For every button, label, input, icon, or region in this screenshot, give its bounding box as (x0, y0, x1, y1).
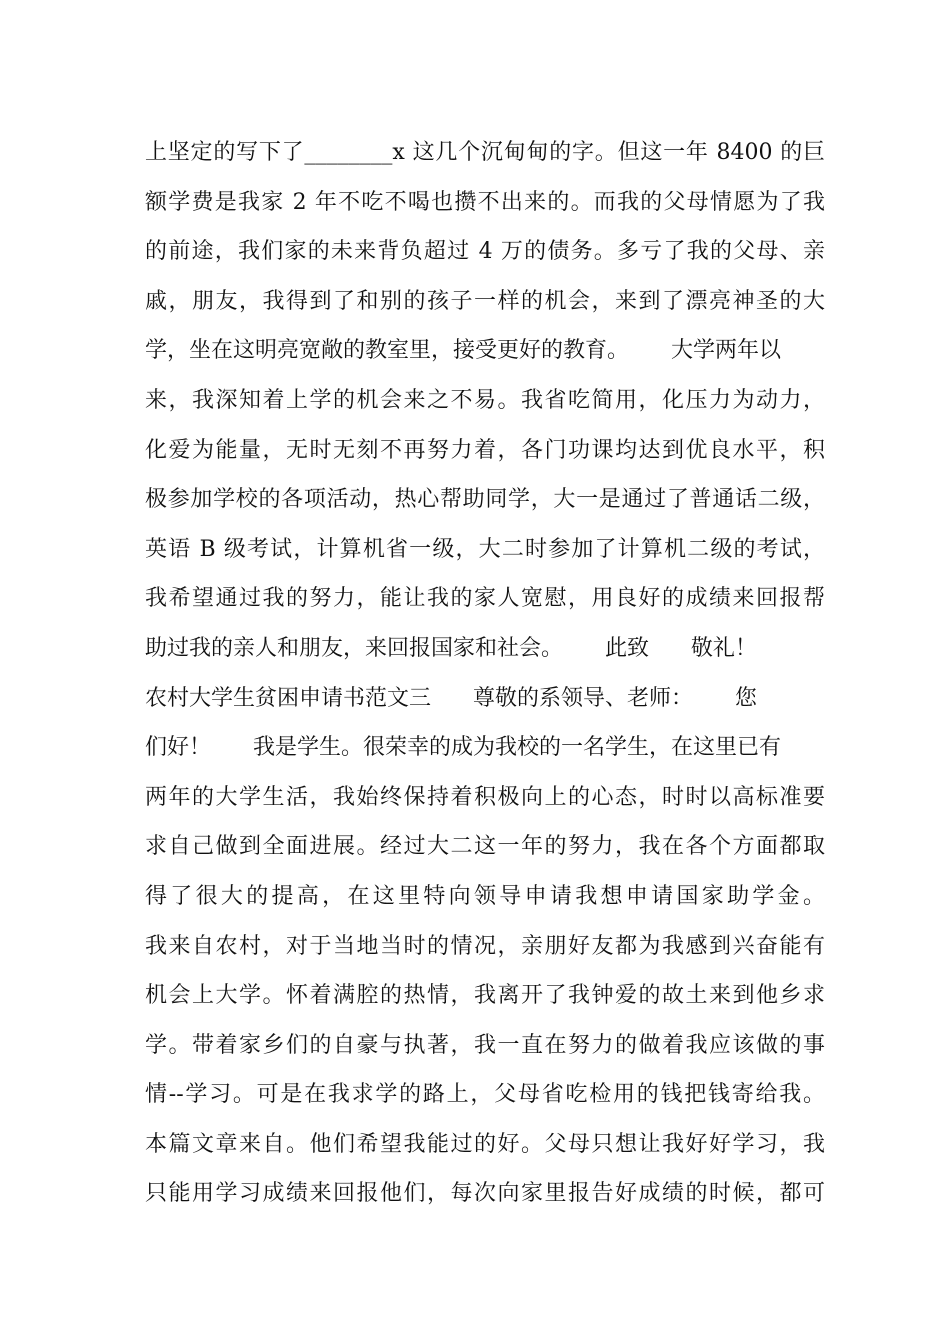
text-line: 情--学习。可是在我求学的路上，父母省吃检用的钱把钱寄给我。 (145, 1082, 825, 1108)
text-line: 们好！ 我是学生。很荣幸的成为我校的一名学生，在这里已有 (145, 735, 781, 761)
text-line: 两年的大学生活，我始终保持着积极向上的心态，时时以高标准要 (145, 784, 825, 810)
text-line: 上坚定的写下了________x 这几个沉甸甸的字。但这一年 8400 的巨 (145, 140, 825, 165)
text-line: 得了很大的提高，在这里特向领导申请我想申请国家助学金。 (145, 883, 825, 909)
text-line: 学。带着家乡们的自豪与执著，我一直在努力的做着我应该做的事 (145, 1032, 825, 1058)
text-line: 额学费是我家 2 年不吃不喝也攒不出来的。而我的父母情愿为了我 (145, 189, 825, 215)
text-line: 学，坐在这明亮宽敞的教室里，接受更好的教育。 大学两年以 (145, 338, 781, 364)
text-line: 英语 B 级考试，计算机省一级，大二时参加了计算机二级的考试， (145, 536, 825, 562)
text-line: 农村大学生贫困申请书范文三 尊敬的系领导、老师： 您 (145, 685, 757, 711)
text-line: 本篇文章来自。他们希望我能过的好。父母只想让我好好学习，我 (145, 1131, 825, 1157)
text-line: 机会上大学。怀着满腔的热情，我离开了我钟爱的故土来到他乡求 (145, 983, 825, 1009)
body-text (145, 128, 825, 1219)
text-line: 求自己做到全面进展。经过大二这一年的努力，我在各个方面都取 (145, 834, 825, 860)
text-line: 化爱为能量，无时无刻不再努力着，各门功课均达到优良水平，积 (145, 437, 825, 463)
text-line: 来，我深知着上学的机会来之不易。我省吃简用，化压力为动力， (145, 387, 825, 413)
text-line: 极参加学校的各项活动，热心帮助同学，大一是通过了普通话二级， (145, 487, 825, 513)
text-line: 戚，朋友，我得到了和别的孩子一样的机会，来到了漂亮神圣的大 (145, 288, 825, 314)
text-line: 我希望通过我的努力，能让我的家人宽慰，用良好的成绩来回报帮 (145, 586, 825, 612)
text-line: 助过我的亲人和朋友，来回报国家和社会。 此致 敬礼！ (145, 635, 757, 661)
text-line: 只能用学习成绩来回报他们，每次向家里报告好成绩的时候，都可 (145, 1181, 825, 1207)
text-line: 的前途，我们家的未来背负超过 4 万的债务。多亏了我的父母、亲 (145, 239, 825, 265)
text-line: 我来自农村，对于当地当时的情况，亲朋好友都为我感到兴奋能有 (145, 933, 825, 959)
